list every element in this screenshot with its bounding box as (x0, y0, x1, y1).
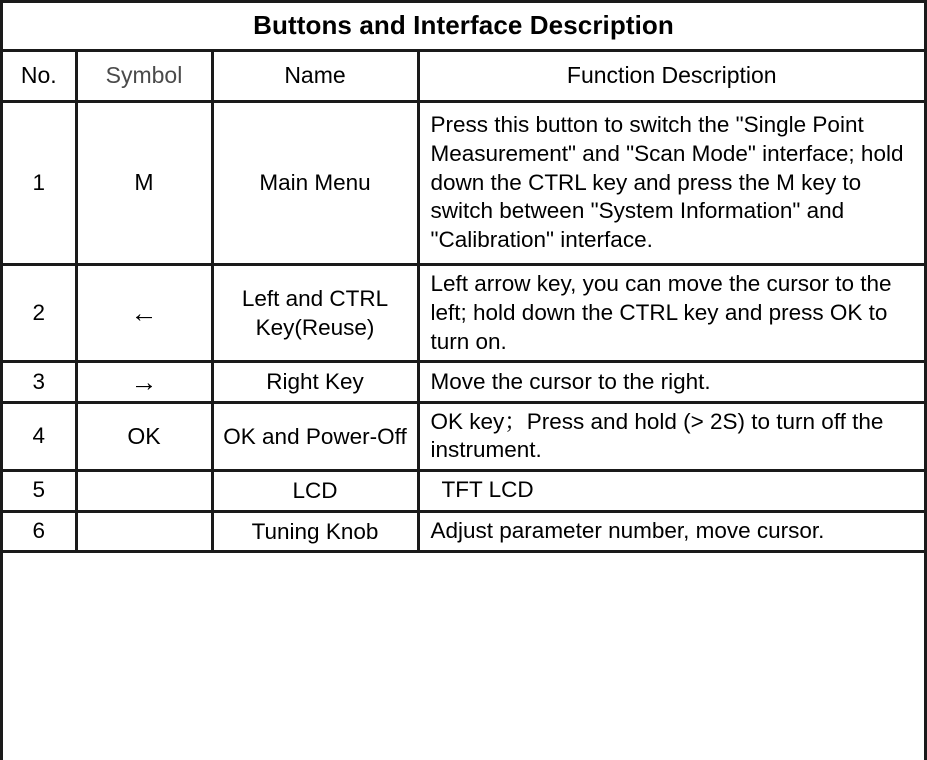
row-number: 6 (3, 511, 76, 551)
row-name: OK and Power-Off (212, 402, 418, 471)
description-table (3, 52, 924, 553)
row-number: 4 (3, 402, 76, 471)
symbol-m: M (76, 102, 212, 265)
column-header-no: No. (3, 52, 76, 102)
page-title: Buttons and Interface Description (3, 3, 924, 52)
symbol-empty (76, 471, 212, 511)
row-number: 2 (3, 265, 76, 362)
row-description: Left arrow key, you can move the cursor to the left; hold down the CTRL key and press OK to turn on. (418, 265, 924, 362)
symbol-ok: OK (76, 402, 212, 471)
table-row (3, 102, 924, 265)
row-name: Right Key (212, 362, 418, 402)
row-description: OK key；Press and hold (> 2S) to turn off the instrument. (418, 402, 924, 471)
arrow-right-icon: → (76, 362, 212, 402)
row-name: Left and CTRL Key(Reuse) (212, 265, 418, 362)
row-number: 1 (3, 102, 76, 265)
table-row (3, 362, 924, 402)
table-row (3, 265, 924, 362)
row-name: Tuning Knob (212, 511, 418, 551)
row-description: TFT LCD (418, 471, 924, 511)
table-row (3, 402, 924, 471)
row-description: Move the cursor to the right. (418, 362, 924, 402)
symbol-empty (76, 511, 212, 551)
row-number: 5 (3, 471, 76, 511)
arrow-left-icon: ← (76, 265, 212, 362)
column-header-name: Name (212, 52, 418, 102)
row-name: Main Menu (212, 102, 418, 265)
table-header-row (3, 52, 924, 102)
row-number: 3 (3, 362, 76, 402)
row-description: Adjust parameter number, move cursor. (418, 511, 924, 551)
table-row (3, 511, 924, 551)
row-name: LCD (212, 471, 418, 511)
column-header-symbol: Symbol (76, 52, 212, 102)
row-description: Press this button to switch the "Single Point Measurement" and "Scan Mode" interface; hold down the CTRL key and press the M key to switch between "System Information" and "Calibration" interface. (418, 102, 924, 265)
column-header-function-description: Function Description (418, 52, 924, 102)
table-row (3, 471, 924, 511)
